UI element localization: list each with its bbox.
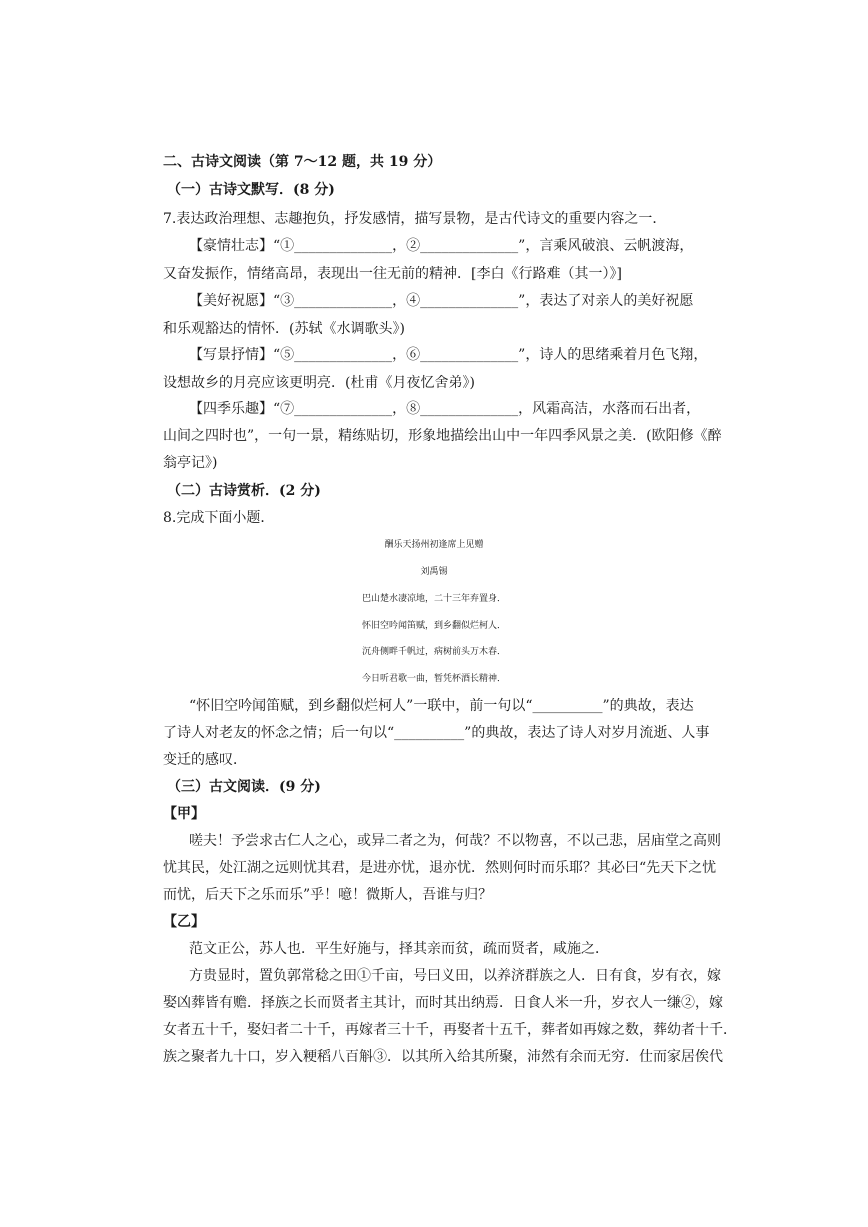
item-2-line2: 和乐观豁达的情怀．(苏轼《水调歌头》) — [163, 321, 405, 337]
yi-text-line: 娶凶葬皆有赡．择族之长而贤者主其计，而时其出纳焉．日食人米一升，岁衣人一缣②，嫁 — [163, 995, 723, 1011]
jia-text-line: 忧其民，处江湖之远则忧其君，是进亦忧，退亦忧．然则何时而乐耶？其必曰“先天下之忧 — [163, 860, 717, 876]
jia-label: 【甲】 — [163, 806, 205, 822]
analysis-line: 变迁的感叹． — [163, 752, 247, 768]
item-4-line2: 山间之四时也”，一句一景，精练贴切，形象地描绘出山中一年四季风景之美．(欧阳修《醉 — [163, 428, 722, 444]
yi-text-line: 范文正公，苏人也．平生好施与，择其亲而贫，疏而贤者，咸施之． — [189, 941, 609, 957]
item-2-line1: 【美好祝愿】“③______________，④______________”，表达了对亲人的美好祝愿 — [189, 293, 694, 309]
question-7: 7.表达政治理想、志趣抱负，抒发感情，描写景物，是古代诗文的重要内容之一． — [163, 211, 667, 227]
yi-text-line: 族之聚者九十口，岁入粳稻八百斛③．以其所入给其所聚，沛然有余而无穷．仕而家居俟代 — [163, 1049, 723, 1065]
poem-line: 今日听君歌一曲，暂凭杯酒长精神． — [361, 674, 506, 684]
jia-text-line: 而忧，后天下之乐而乐”乎！噫！微斯人，吾谁与归？ — [163, 887, 493, 903]
analysis-line: 了诗人对老友的怀念之情；后一句以“__________”的典故，表达了诗人对岁月流逝、人事 — [163, 725, 710, 741]
part3-heading: （三）古文阅读．(9 分) — [167, 779, 321, 795]
item-1-line1: 【豪情壮志】“①______________，②______________”，言乘风破浪、云帆渡海， — [189, 238, 694, 254]
analysis-line: “怀旧空吟闻笛赋，到乡翻似烂柯人”一联中，前一句以“__________”的典故，表达 — [189, 698, 694, 714]
poem-author: 刘禹锡 — [420, 567, 448, 577]
poem-line: 怀旧空吟闻笛赋，到乡翻似烂柯人． — [361, 621, 506, 631]
part2-heading: （二）古诗赏析．(2 分) — [167, 483, 321, 499]
item-3-line1: 【写景抒情】“⑤______________，⑥______________”，诗人的思绪乘着月色飞翔， — [189, 347, 708, 363]
section-title: 二、古诗文阅读（第 7～12 题，共 19 分） — [163, 154, 442, 170]
yi-label: 【乙】 — [163, 914, 205, 930]
part1-heading: （一）古诗文默写．(8 分) — [167, 182, 335, 198]
poem-line: 巴山楚水凄凉地，二十三年弃置身． — [361, 594, 506, 604]
item-1-line2: 又奋发振作，情绪高昂，表现出一往无前的精神．[李白《行路难（其一）》] — [163, 266, 622, 282]
item-4-line1: 【四季乐趣】“⑦______________，⑧______________，风霜高洁，水落而石出者， — [189, 401, 701, 417]
question-8: 8.完成下面小题． — [163, 510, 275, 526]
item-3-line2: 设想故乡的月亮应该更明亮．(杜甫《月夜忆舍弟》) — [163, 375, 475, 391]
yi-text-line: 女者五十千，娶妇者二十千，再嫁者三十千，再娶者十五千，葬者如再嫁之数，葬幼者十千． — [163, 1022, 737, 1038]
item-4-line3: 翁亭记》) — [163, 455, 218, 471]
yi-text-line: 方贵显时，置负郭常稔之田①千亩，号曰义田，以养济群族之人．日有食，岁有衣，嫁 — [189, 968, 721, 984]
poem-title: 酬乐天扬州初逢席上见赠 — [384, 540, 484, 550]
jia-text-line: 嗟夫！予尝求古仁人之心，或异二者之为，何哉？不以物喜，不以己悲，居庙堂之高则 — [189, 833, 721, 849]
poem-line: 沉舟侧畔千帆过，病树前头万木春． — [361, 647, 506, 657]
